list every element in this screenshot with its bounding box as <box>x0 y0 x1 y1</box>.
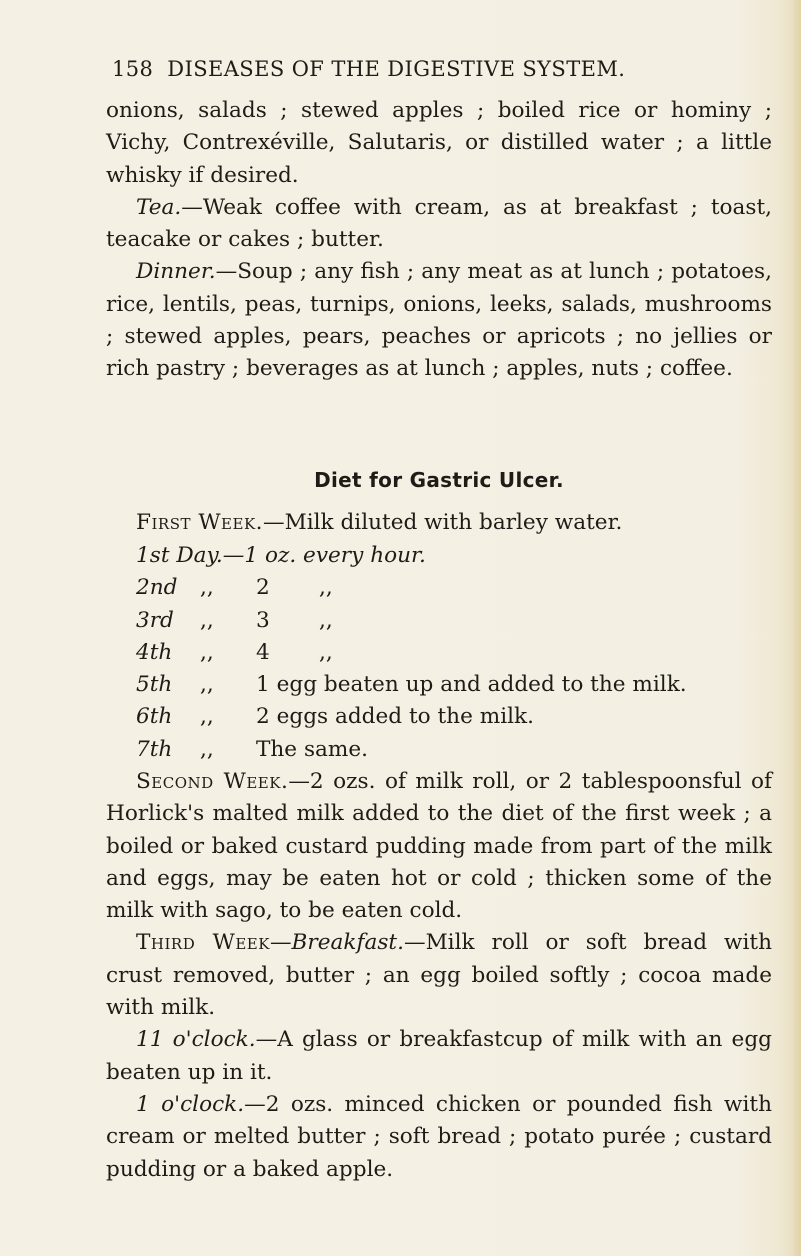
running-header <box>112 57 672 81</box>
top-text-block <box>106 95 772 386</box>
third-week-label: Third Week <box>136 930 270 956</box>
day-row <box>136 669 776 701</box>
tea-text: —Weak coffee with cream, as at breakfast ; toast, teacake or cakes ; butter. <box>106 194 772 253</box>
tea-label: Tea. <box>136 194 182 220</box>
running-title: DISEASES OF THE DIGESTIVE SYSTEM. <box>167 57 626 81</box>
ditto-mark: ,, <box>319 607 333 633</box>
dinner-label: Dinner. <box>136 259 216 285</box>
day-row <box>136 605 776 637</box>
ditto-mark: ,, <box>200 575 214 601</box>
tea-paragraph <box>106 192 772 257</box>
day-label: 6th <box>136 704 173 730</box>
ditto-mark: ,, <box>200 704 214 730</box>
day-instruction: The same. <box>256 736 369 762</box>
breakfast-label: —Breakfast. <box>269 930 404 956</box>
eleven-oclock-paragraph <box>106 1024 772 1089</box>
day-instruction: 1 egg beaten up and added to the milk. <box>256 672 687 698</box>
one-oclock-paragraph <box>106 1089 772 1186</box>
day-row <box>136 637 776 669</box>
ditto-mark: ,, <box>319 639 333 665</box>
third-week-text: —Milk roll or soft bread with crust removed, butter ; an egg boiled softly ; cocoa made with milk. <box>106 930 772 1021</box>
day-label: 7th <box>136 736 173 762</box>
first-week-paragraph <box>106 507 772 539</box>
third-week-paragraph <box>106 927 772 1024</box>
one-oclock-label: 1 o'clock. <box>136 1091 245 1117</box>
page-number: 158 <box>112 57 154 81</box>
day-amount: 4 <box>256 639 270 665</box>
day-label: 3rd <box>136 607 174 633</box>
section-heading: Diet for Gastric Ulcer. <box>314 468 564 492</box>
eleven-oclock-text: —A glass or breakfastcup of milk with an egg beaten up in it. <box>106 1027 772 1085</box>
continuation-paragraph: onions, salads ; stewed apples ; boiled rice or hominy ; Vichy, Contrexéville, Salutaris, or distilled water ; a little whisky if desired. <box>106 98 772 188</box>
day-label: 1st <box>136 543 170 568</box>
day-label: 4th <box>136 639 173 665</box>
day-label: 2nd <box>136 575 178 601</box>
dinner-text: —Soup ; any fish ; any meat as at lunch ; potatoes, rice, lentils, peas, turnips, onions, leeks, salads, mushrooms ; stewed apples, pears, peaches or apricots ; no jellies or rich pastry ; beverages as at lunch ; apples, nuts ; coffee. <box>106 259 772 382</box>
ditto-mark: ,, <box>200 736 214 762</box>
day-amount: 2 <box>256 575 270 601</box>
daily-schedule <box>136 540 776 766</box>
first-week-block <box>106 507 772 539</box>
second-week-label: Second Week. <box>136 769 289 794</box>
day-label: 5th <box>136 672 173 698</box>
first-week-label: First Week. <box>136 510 264 535</box>
second-week-paragraph <box>106 766 772 927</box>
eleven-oclock-label: 11 o'clock. <box>136 1027 256 1053</box>
day-row <box>136 734 776 766</box>
first-week-text: —Milk diluted with barley water. <box>263 510 623 535</box>
day-row <box>136 572 776 604</box>
one-oclock-text: —2 ozs. minced chicken or pounded fish with cream or melted butter ; soft bread ; potato purée ; custard pudding or a baked apple. <box>106 1091 772 1182</box>
dinner-paragraph <box>106 256 772 385</box>
day-amount: 3 <box>256 607 270 633</box>
day-word: Day.—1 oz. every hour. <box>169 543 426 568</box>
day-row <box>136 540 776 572</box>
day-1-line <box>136 543 426 568</box>
page-edge-shadow <box>791 0 801 1256</box>
ditto-mark: ,, <box>200 639 214 665</box>
second-week-text: —2 ozs. of milk roll, or 2 tablespoonsful of Horlick's malted milk added to the diet of the first week ; a boiled or baked custard pudding made from part of the milk and eggs, may be eaten hot or cold ; thicken some of the milk with sago, to be eaten cold. <box>106 769 773 924</box>
day-instruction: 2 eggs added to the milk. <box>256 704 534 730</box>
ditto-mark: ,, <box>200 672 214 698</box>
ditto-mark: ,, <box>200 607 214 633</box>
day-row <box>136 701 776 733</box>
ditto-mark: ,, <box>319 575 333 601</box>
later-weeks-block <box>106 766 772 1186</box>
